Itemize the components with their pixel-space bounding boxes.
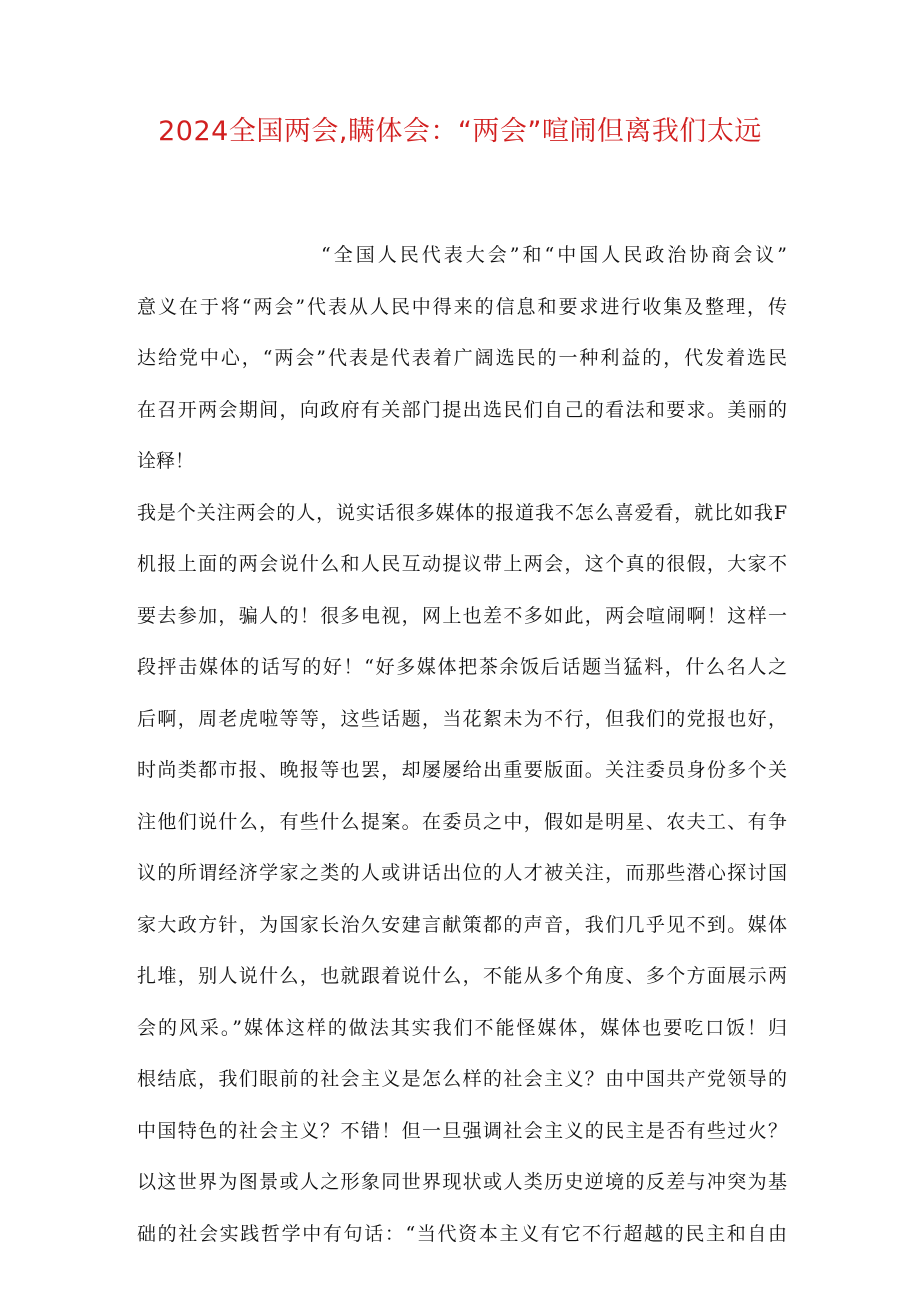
paragraph-line: 要去参加，骗人的！很多电视，网上也差不多如此，两会喧闹啊！这样一 <box>137 604 787 627</box>
paragraph-line: 家大政方针，为国家长治久安建言献策都的声音，我们几乎见不到。媒体 <box>137 913 787 936</box>
paragraph-line: 中国特色的社会主义？不错！但一旦强调社会主义的民主是否有些过火？ <box>137 1119 787 1142</box>
document-body <box>137 230 787 1260</box>
paragraph-line: 以这世界为图景或人之形象同世界现状或人类历史逆境的反差与冲突为基 <box>137 1171 787 1193</box>
paragraph-line: 会的风采。”媒体这样的做法其实我们不能怪媒体，媒体也要吃口饭！归 <box>137 1016 787 1039</box>
paragraph-line: 后啊，周老虎啦等等，这些话题，当花絮未为不行，但我们的党报也好， <box>137 707 787 730</box>
paragraph-line: 意义在于将“两会”代表从人民中得来的信息和要求进行收集及整理，传 <box>137 295 787 318</box>
paragraph-line: 时尚类都市报、晚报等也罢，却屡屡给出重要版面。关注委员身份多个关 <box>137 759 787 781</box>
paragraph-line: 础的社会实践哲学中有句话：“当代资本主义有它不行超越的民主和自由 <box>137 1222 787 1245</box>
paragraph-line: 达给党中心，“两会”代表是代表着广阔选民的一种利益的，代发着选民 <box>137 347 787 369</box>
paragraph-line: 扎堆，别人说什么，也就跟着说什么，不能从多个角度、多个方面展示两 <box>137 965 787 987</box>
paragraph-line: 段抨击媒体的话写的好！“好多媒体把茶余饭后话题当猛料，什么名人之 <box>137 656 787 678</box>
paragraph-line: 注他们说什么，有些什么提案。在委员之中，假如是明星、农夫工、有争 <box>137 810 787 833</box>
paragraph-line: 根结底，我们眼前的社会主义是怎么样的社会主义？由中国共产党领导的 <box>137 1068 787 1090</box>
paragraph-line: 在召开两会期间，向政府有关部门提出选民们自己的看法和要求。美丽的 <box>137 398 787 421</box>
paragraph-line: 议的所谓经济学家之类的人或讲话出位的人才被关注，而那些潜心探讨国 <box>137 862 787 884</box>
document-title: 2024全国两会,瞒体会：“两会”喧闹但离我们太远 <box>158 116 762 147</box>
paragraph-line: 机报上面的两会说什么和人民互动提议带上两会，这个真的很假，大家不 <box>137 553 787 575</box>
paragraph-line: 诠释！ <box>137 450 195 472</box>
paragraph-line: “全国人民代表大会”和“中国人民政治协商会议” <box>321 244 787 266</box>
paragraph-line: 我是个关注两会的人，说实话很多媒体的报道我不怎么喜爱看，就比如我F <box>137 501 787 524</box>
